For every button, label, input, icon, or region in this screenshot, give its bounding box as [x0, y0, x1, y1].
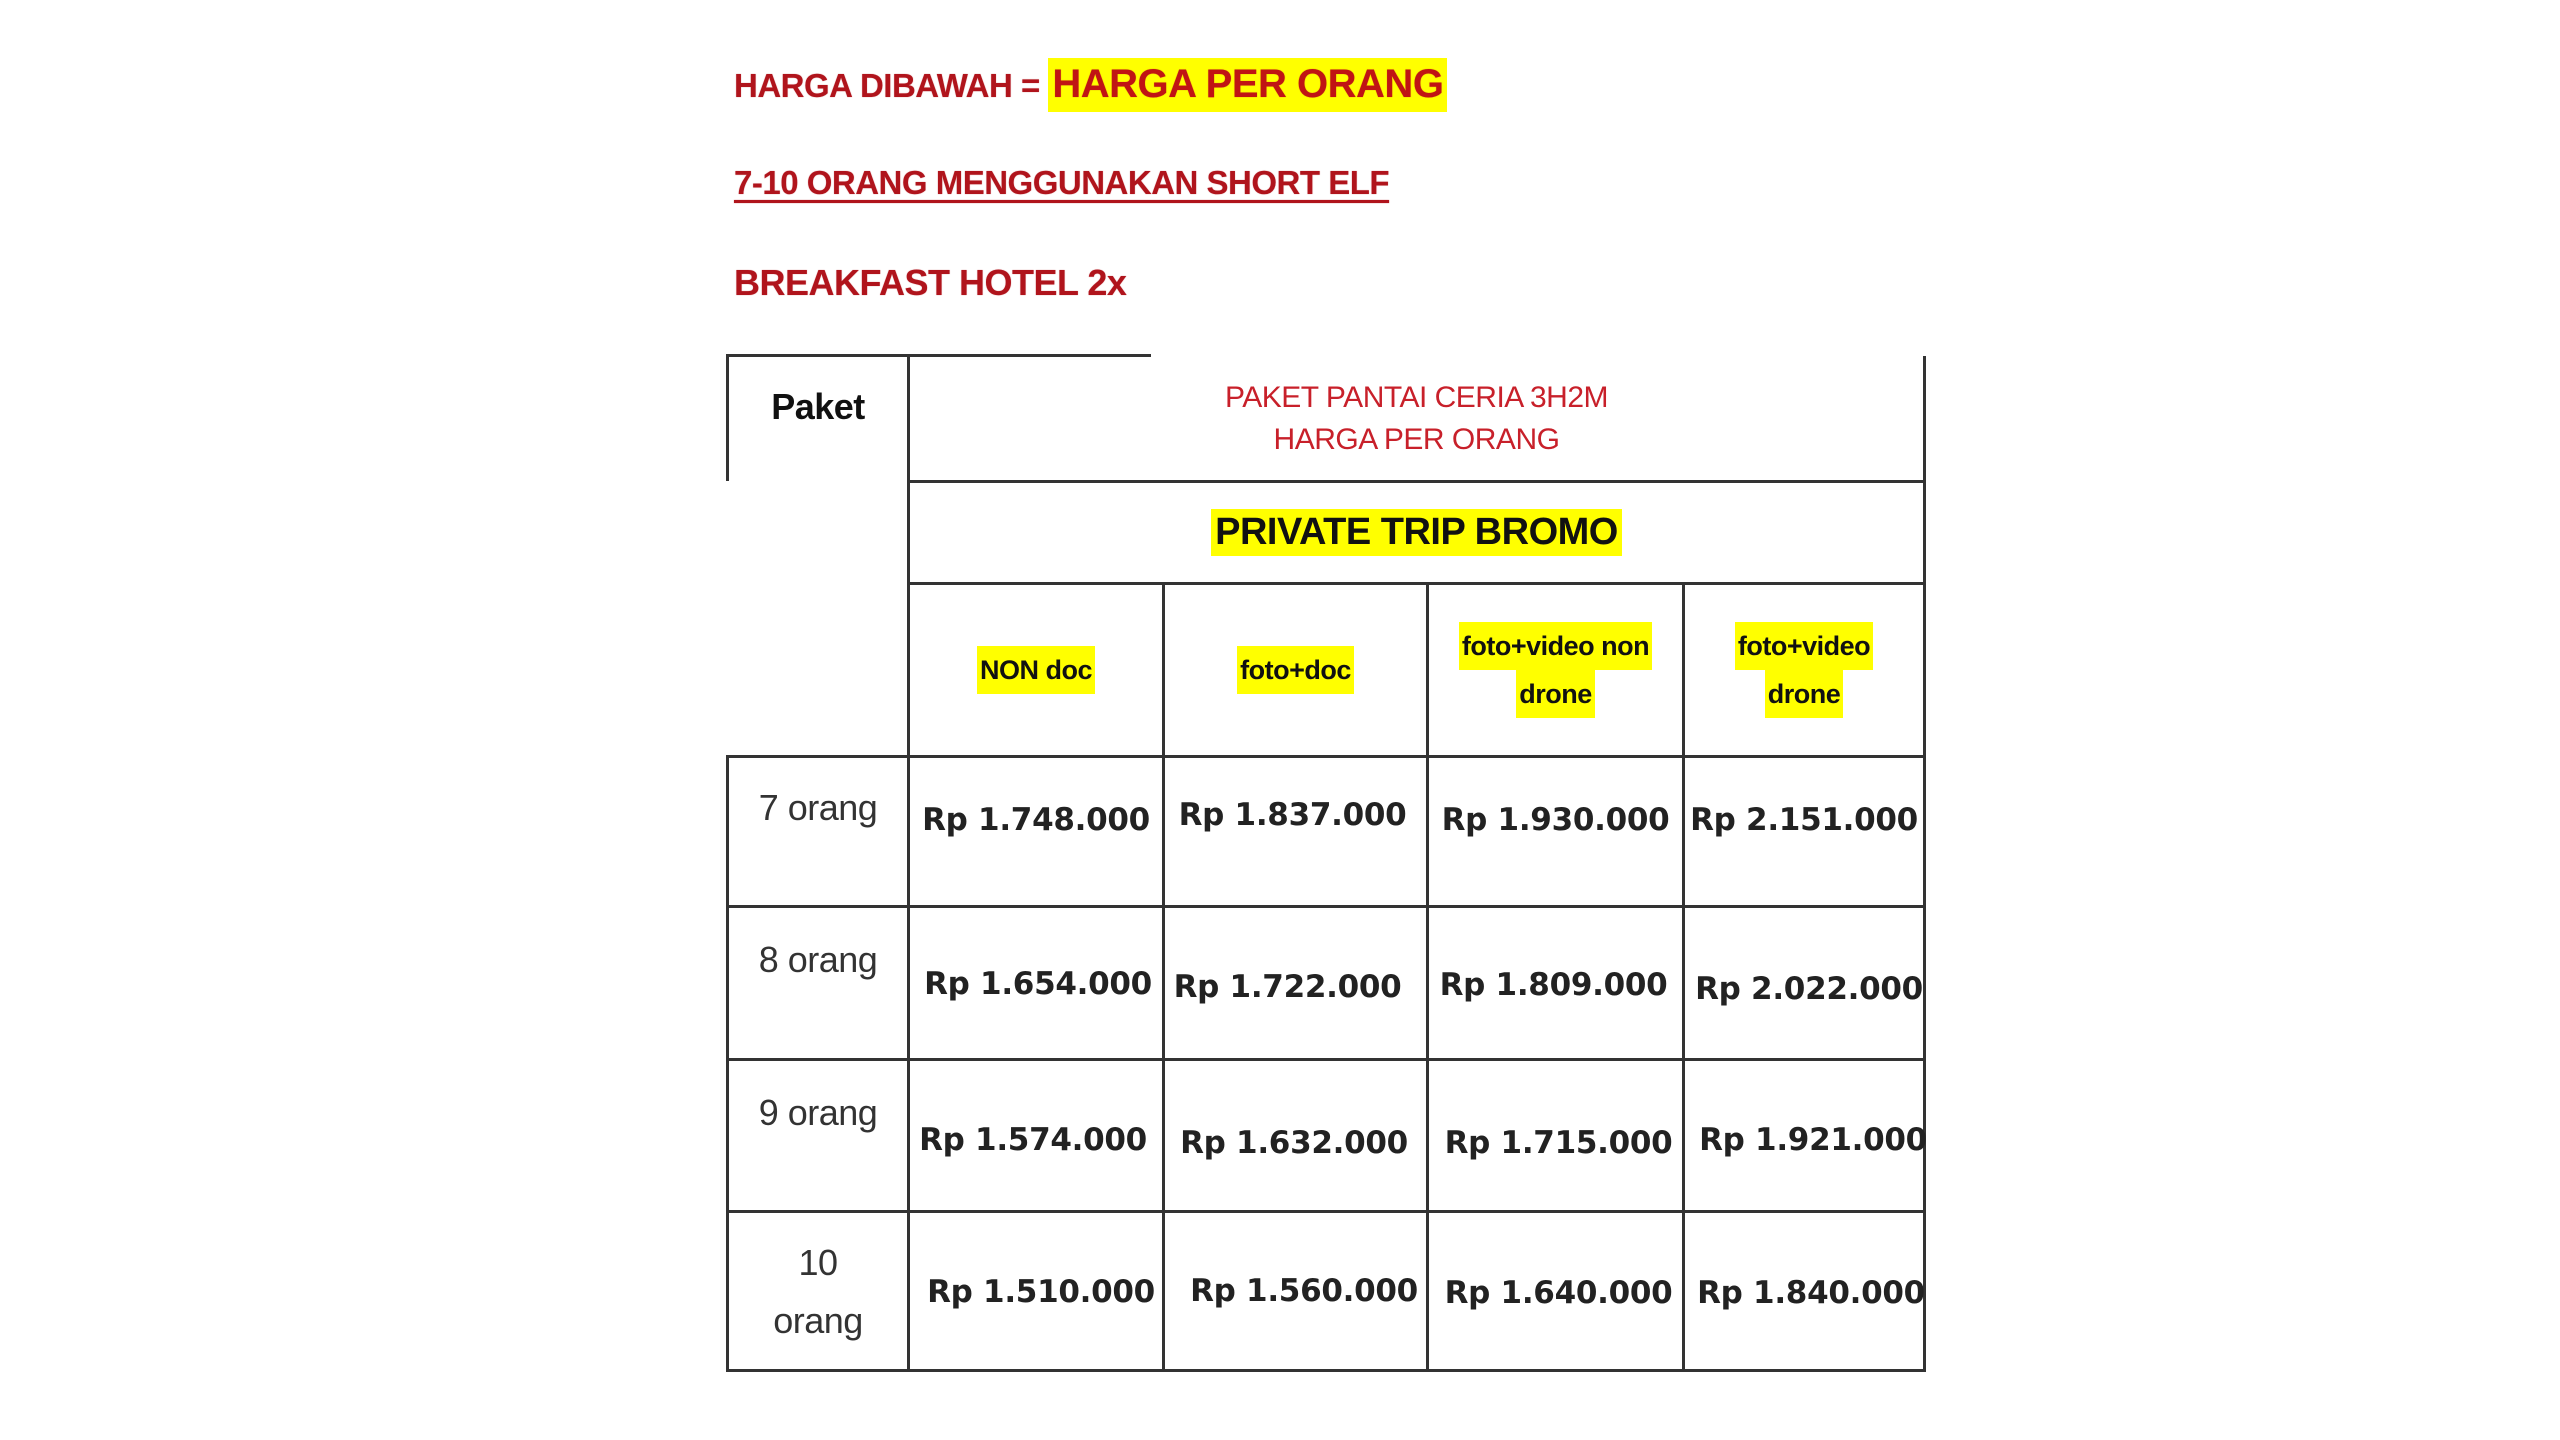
price-cell: Rp 1.840.000 — [1697, 1275, 1925, 1311]
column-header-foto-doc: foto+doc — [1165, 585, 1426, 755]
price-cell: Rp 1.574.000 — [919, 1122, 1147, 1158]
price-cell: Rp 1.809.000 — [1439, 967, 1668, 1003]
row-line-2 — [726, 905, 1926, 908]
price-cell: Rp 1.722.000 — [1173, 969, 1402, 1005]
note-vehicle: 7-10 ORANG MENGGUNAKAN SHORT ELF — [734, 164, 1390, 201]
price-cell: Rp 1.654.000 — [924, 966, 1152, 1002]
note-prefix: HARGA DIBAWAH = — [734, 67, 1049, 104]
row-line-3 — [726, 1058, 1926, 1061]
price-cell: Rp 1.560.000 — [1190, 1273, 1418, 1309]
price-cell: Rp 1.715.000 — [1444, 1125, 1673, 1161]
row-label-8-orang: 8 orang — [758, 939, 878, 980]
price-cell: Rp 1.632.000 — [1180, 1125, 1408, 1161]
trip-title — [910, 483, 1923, 582]
note-highlight: HARGA PER ORANG — [1048, 58, 1447, 112]
row-label-10-orang: 10 orang — [773, 1242, 863, 1341]
column-header-non-doc: NON doc — [910, 585, 1162, 755]
row-line-1 — [726, 755, 1926, 758]
price-cell: Rp 1.921.000 — [1699, 1122, 1927, 1158]
table-border-bottom — [726, 1369, 1926, 1372]
trip-title-text: PRIVATE TRIP BROMO — [1211, 509, 1622, 556]
corner-label: Paket — [771, 386, 865, 427]
row-label-7-orang: 7 orang — [758, 787, 878, 828]
note-price-per-person — [734, 62, 1447, 107]
row-line-4 — [726, 1210, 1926, 1213]
price-cell: Rp 1.837.000 — [1178, 797, 1407, 833]
package-subtitle — [910, 357, 1923, 480]
column-header-foto-video-drone: foto+video drone — [1685, 585, 1923, 755]
package-subtitle-line1: PAKET PANTAI CERIA 3H2M — [1224, 380, 1609, 414]
price-cell: Rp 1.640.000 — [1444, 1275, 1673, 1311]
package-subtitle-line2: HARGA PER ORANG — [1273, 422, 1560, 456]
price-cell: Rp 1.930.000 — [1441, 802, 1670, 838]
table-border-right — [1923, 356, 1926, 1372]
price-cell: Rp 2.022.000 — [1695, 971, 1923, 1007]
price-cell: Rp 1.510.000 — [927, 1274, 1155, 1310]
column-header-foto-video-non-drone: foto+video non drone — [1429, 585, 1682, 755]
price-cell: Rp 2.151.000 — [1690, 802, 1918, 838]
note-breakfast: BREAKFAST HOTEL 2x — [734, 262, 1127, 303]
price-cell: Rp 1.748.000 — [922, 802, 1150, 838]
row-label-9-orang: 9 orang — [758, 1092, 878, 1133]
